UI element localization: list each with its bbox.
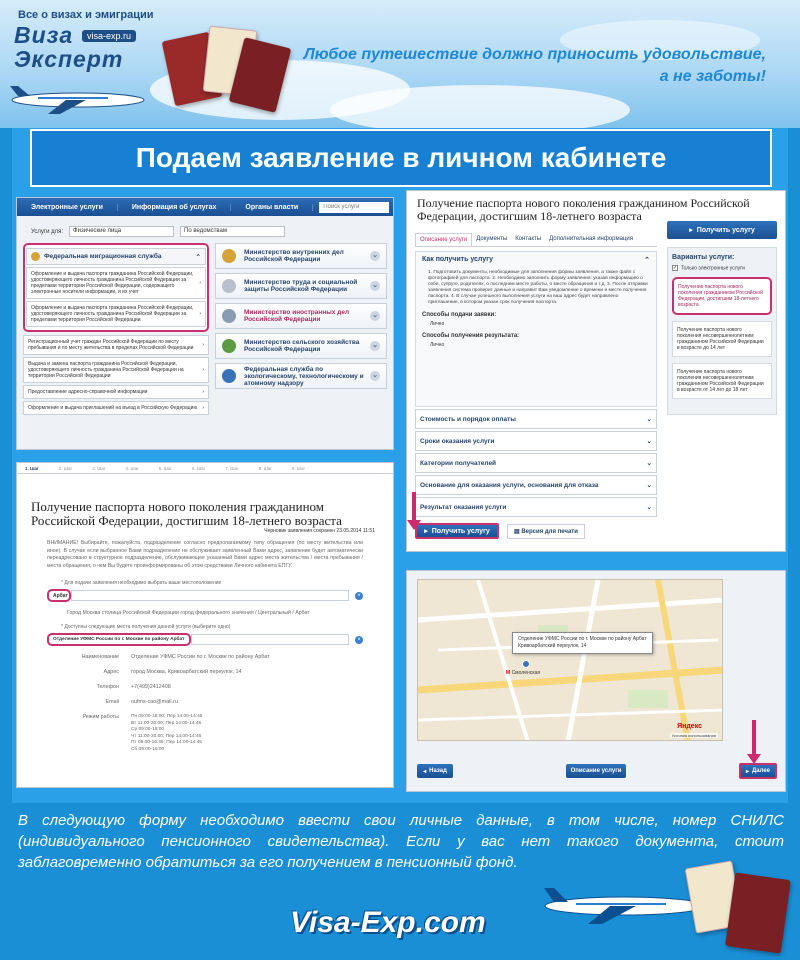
- ministry-item[interactable]: Министерство сельского хозяйства Российской Федерации ⌄: [215, 333, 387, 359]
- map-view[interactable]: [417, 579, 723, 741]
- tab-documents[interactable]: Документы: [476, 236, 508, 242]
- panel-map: [406, 570, 786, 792]
- hours-label: Режим работы: [82, 714, 119, 720]
- filter2-select[interactable]: По ведомствам: [180, 226, 285, 237]
- chevron-down-icon: ⌄: [370, 251, 380, 261]
- detail-value: +7(499)2412408: [131, 684, 171, 690]
- step-4: 4. Шаг: [125, 466, 139, 471]
- map-streets: [418, 580, 723, 741]
- ministry-item[interactable]: Министерство иностранных дел Российской Федерации ⌄: [215, 303, 387, 329]
- fms-highlight: [23, 243, 209, 332]
- chevron-down-icon: ⌄: [370, 371, 380, 381]
- popup-title: Отделение УФМС России по г. Москве по району Арбат: [518, 636, 647, 642]
- chevron-right-icon: ›: [202, 405, 204, 411]
- emblem-icon: [222, 339, 236, 353]
- hours-row: Ср 09:00-18:00: [131, 727, 165, 733]
- map-brand: Яндекс: [677, 723, 702, 730]
- chevron-right-icon: ›: [202, 389, 204, 395]
- ministry-item[interactable]: Министерство труда и социальной защиты Российской Федерации ⌄: [215, 273, 387, 299]
- pointer-arrow: [752, 720, 756, 756]
- detail-label: Телефон: [96, 684, 119, 690]
- hours-row: Пт 09:00-16:45; Пер 14:00-14:45: [131, 740, 202, 746]
- chevron-left-icon: ◂: [423, 768, 427, 775]
- how-to-text: 1. Подготовить документы, необходимые для заполнения формы заявления, а также файл с фотографией для паспорта. 2. Необходимо заполнить форму заявления: указав информацию о себе, супруге, родителях, о последнем месте работы, о месте обращения и т.д. 3. После отправки заявления система проверит данные и направит Вам уведомление о времени и месте получения паспорта. 4. В случае успешного выполнения услуги на ваш адрес будет направлено приглашение, в котором указан срок получения паспорта.: [428, 270, 648, 305]
- next-button[interactable]: ▸ Далее: [739, 763, 777, 779]
- describe-service-button[interactable]: Описание услуги: [566, 764, 626, 778]
- detail-label: Email: [105, 699, 119, 705]
- panel-service-catalog: [16, 197, 394, 450]
- top-nav: [17, 198, 393, 216]
- panel-application-form: [16, 462, 394, 788]
- instruction-text: В следующую форму необходимо ввести свои личные данные, в том числе, номер СНИЛС (индивидуального пенсионного свидетельства). Если у вас нет такого документа, стоит заблаговременно обратиться за его получением в пенсионный фонд.: [18, 812, 784, 871]
- brand-logo-line2: Эксперт: [14, 46, 124, 72]
- chevron-down-icon: ⌄: [646, 438, 652, 445]
- nav-service-info[interactable]: Информация об услугах: [118, 204, 231, 211]
- print-icon: ▤: [514, 528, 522, 535]
- warning-text: ВНИМАНИЕ! Выбирайте, пожалуйста, подразделение согласно предполагаемому типу обращения (по месту жительства или иное). В случае если выбранное Вами подразделение не обслуживает заявленный Вами адрес, заявление будет автоматически переадресовано в структурное подразделение, обслуживающее указанный Вами адрес места жительства / места пребывания / места обращения, о чем Вы будете проинформированы об этом средствами Личного кабинета ЕПГУ.: [47, 540, 363, 569]
- step-1[interactable]: 1. Шаг: [25, 466, 39, 471]
- filter-select[interactable]: Физические лица: [69, 226, 174, 237]
- step-5: 5. Шаг: [158, 466, 173, 471]
- clear-icon[interactable]: ×: [355, 636, 363, 644]
- section-terms[interactable]: Сроки оказания услуги ⌄: [415, 431, 657, 451]
- passport-image: [725, 872, 791, 953]
- chevron-down-icon: ⌄: [646, 482, 652, 489]
- service-item[interactable]: Выдача и замена паспорта гражданина Российской Федерации, удостоверяющего личность гражданина Российской Федерации на территории Российской Федерации ›: [23, 357, 209, 383]
- chevron-right-icon: ▸: [745, 768, 749, 775]
- pointer-arrow: [412, 492, 416, 522]
- eagle-icon: [31, 252, 40, 261]
- emblem-icon: [222, 369, 236, 383]
- step-2: 2. Шаг: [58, 466, 73, 471]
- airplane-icon: [540, 886, 710, 926]
- page-title: Подаем заявление в личном кабинете: [30, 129, 772, 187]
- chevron-right-icon: ▸: [689, 227, 693, 234]
- brand-url: visa-exp.ru: [82, 30, 136, 42]
- form-title: Получение паспорта нового поколения гражданином Российской Федерации, достигшим 18-летнего возраста: [31, 499, 342, 528]
- site-header: [0, 0, 800, 128]
- methods-value: Лично: [430, 321, 445, 327]
- section-cost[interactable]: Стоимость и порядок оплаты ⌄: [415, 409, 657, 429]
- map-terms[interactable]: Условия использования: [671, 733, 716, 738]
- clear-icon[interactable]: ×: [355, 592, 363, 600]
- ministry-item[interactable]: Федеральная служба по экологическому, технологическому и атомному надзору ⌄: [215, 363, 387, 389]
- variants-label: Варианты услуги:: [672, 254, 735, 261]
- ministry-item[interactable]: Министерство внутренних дел Российской Федерации ⌄: [215, 243, 387, 269]
- office-select[interactable]: Отделение УФМС России по г. Москве по району Арбат: [47, 633, 191, 646]
- variant-14to18[interactable]: Получение паспорта нового поколения несовершеннолетним гражданином Российской Федерации в возрасте от 14 лет до 18 лет: [672, 363, 772, 399]
- panel-service-description: [406, 190, 786, 552]
- map-popup: [512, 632, 653, 654]
- footer-logo: Visa-Exp.com: [290, 906, 486, 939]
- chevron-up-icon: ⌃: [195, 253, 201, 261]
- available-label: * Доступны следующие места получения данной услуги (выберите одно): [61, 624, 231, 630]
- service-item[interactable]: Предоставление адресно-справочной информации ›: [23, 385, 209, 399]
- step-3: 3. Шаг: [92, 466, 106, 471]
- hours-row: Чт 11:00-20:00; Пер 14:00-14:45: [131, 733, 202, 739]
- how-to-title[interactable]: Как получить услугу: [422, 256, 493, 263]
- nav-authorities[interactable]: Органы власти: [231, 204, 313, 211]
- back-button[interactable]: ◂ Назад: [417, 764, 453, 778]
- emblem-icon: [222, 279, 236, 293]
- brand-subtitle: Все о визах и эмиграции: [18, 9, 154, 21]
- slogan: Любое путешествие должно приносить удовольствие, а не заботы!: [303, 46, 766, 85]
- popup-address: Кривоарбатский переулок, 14: [518, 643, 587, 649]
- side-get-service-button[interactable]: ▸ Получить услугу: [667, 221, 777, 239]
- section-categories[interactable]: Категории получателей ⌄: [415, 453, 657, 473]
- hours-row: Вт 11:00-20:00; Пер 14:00-14:45: [131, 720, 202, 726]
- filter-label: Услуги для:: [31, 228, 64, 235]
- metro-icon: М: [506, 670, 512, 676]
- place-label: * Для подачи заявления необходимо выбрать ваше местоположение: [61, 580, 222, 586]
- tab-additional[interactable]: Дополнительная информация: [549, 236, 633, 242]
- print-version-button[interactable]: ▤ Версия для печати: [507, 524, 585, 539]
- results-label: Способы получения результата:: [422, 333, 520, 339]
- fms-item[interactable]: Оформление и выдача паспорта гражданина Российской Федерации, удостоверяющего личность гражданина Российской Федерации за пределами территории Российской Федерации ›: [26, 301, 206, 327]
- draft-saved: Черновик заявления сохранен 23.05.2014 11:51: [264, 528, 375, 534]
- only-electronic-label: Только электронные услуги: [681, 265, 745, 272]
- results-value: Лично: [430, 342, 445, 348]
- chevron-down-icon: ⌄: [370, 311, 380, 321]
- chevron-right-icon: ›: [202, 342, 204, 348]
- brand-logo-line1: Виза: [14, 22, 74, 48]
- service-item[interactable]: Регистрационный учет граждан Российской Федерации по месту пребывания и по месту жительства в пределах Российской Федерации ›: [23, 335, 209, 355]
- step-9: 9. Шаг: [291, 466, 306, 471]
- tab-contacts[interactable]: Контакты: [515, 236, 542, 242]
- step-7: 7. Шаг: [225, 466, 239, 471]
- chevron-down-icon: ⌄: [646, 416, 652, 423]
- tab-description[interactable]: Описание услуги: [415, 233, 472, 246]
- chevron-up-icon: ⌃: [644, 257, 650, 264]
- chevron-down-icon: ⌄: [370, 281, 380, 291]
- step-bar: [17, 463, 393, 474]
- variant-under14[interactable]: Получение паспорта нового поколения несовершеннолетним гражданином Российской Федерации в возрасте до 14 лет: [672, 321, 772, 357]
- place-input[interactable]: Арбат: [47, 589, 71, 602]
- step-6: 6. Шаг: [192, 466, 206, 471]
- hours-row: Сб 09:00-16:00: [131, 746, 165, 752]
- variant-adult[interactable]: Получение паспорта нового поколения гражданином Российской Федерации, достигшим 18-летнего возраста: [672, 277, 772, 315]
- emblem-icon: [222, 309, 236, 323]
- hours-row: Пн 09:00-18:00; Пер 14:00-14:45: [131, 714, 203, 719]
- step-8: 8. Шаг: [258, 466, 272, 471]
- search-input[interactable]: [319, 202, 389, 213]
- detail-value: Отделение УФМС России по г. Москве по району Арбат: [131, 654, 270, 660]
- get-service-button[interactable]: ▸ Получить услугу: [415, 523, 499, 539]
- fms-item[interactable]: Оформление и выдача паспорта гражданина Российской Федерации, удостоверяющего личность гражданина Российской Федерации за пределами территории Российской Федерации, содержащего электронные носители информации, и их учет ›: [26, 267, 206, 299]
- section-result[interactable]: Результат оказания услуги ⌄: [415, 497, 657, 517]
- detail-value: oufms-cao@mail.ru: [131, 699, 178, 705]
- service-item[interactable]: Оформление и выдача приглашений на въезд в Российскую Федерацию ›: [23, 401, 209, 415]
- methods-label: Способы подачи заявки:: [422, 312, 497, 318]
- emblem-icon: [222, 249, 236, 263]
- chevron-down-icon: ⌄: [646, 460, 652, 467]
- chevron-down-icon: ⌄: [370, 341, 380, 351]
- fms-accordion[interactable]: Федеральная миграционная служба ⌃: [26, 248, 206, 265]
- chevron-right-icon: ›: [202, 367, 204, 373]
- chevron-right-icon: ▸: [424, 528, 428, 535]
- chevron-right-icon: ›: [199, 311, 201, 317]
- region-path: Город Москва столица Российской Федерации город федерального значения / Центральный / Арбат: [67, 610, 310, 616]
- metro-label: М Смоленская: [506, 670, 541, 676]
- detail-label: Наименование: [81, 654, 119, 660]
- airplane-icon: [8, 84, 148, 116]
- map-pin-icon[interactable]: [522, 660, 530, 668]
- detail-value: город Москва, Кривоарбатский переулок, 14: [131, 669, 242, 675]
- only-electronic-checkbox[interactable]: ✓: [673, 265, 678, 271]
- nav-electronic-services[interactable]: Электронные услуги: [17, 204, 118, 211]
- section-grounds[interactable]: Основание для оказания услуги, основания для отказа ⌄: [415, 475, 657, 495]
- chevron-down-icon: ⌄: [646, 504, 652, 511]
- chevron-right-icon: ›: [199, 280, 201, 286]
- detail-label: Адрес: [103, 669, 119, 675]
- service-title: Получение паспорта нового поколения гражданином Российской Федерации, достигшим 18-летнего возраста: [417, 196, 750, 223]
